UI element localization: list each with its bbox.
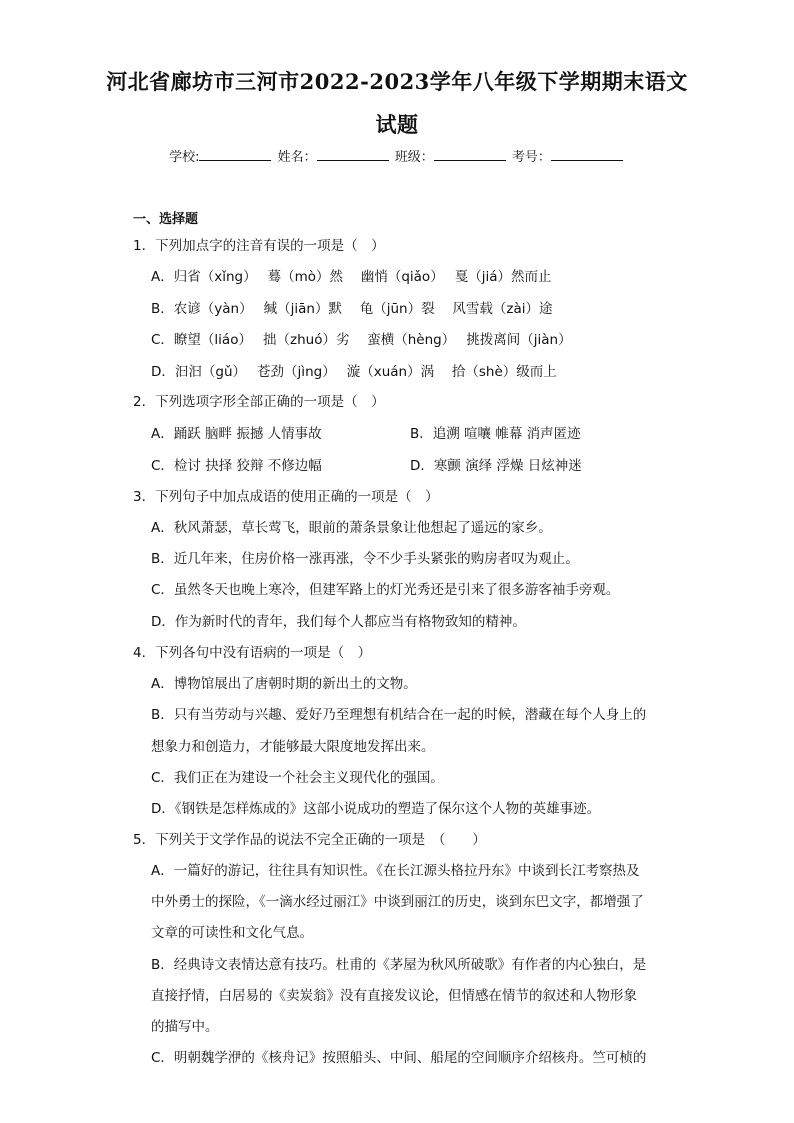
class-label: 班级： [394,150,434,165]
question-2-option-a: A．踊跃 脑畔 振撼 人情事故 [151,426,322,442]
question-1-option-a: A．归省（xǐng） 蓦（mò）然 幽悄（qiǎo） 戛（jiá）然而止 [151,269,552,285]
name-blank[interactable] [317,148,389,161]
school-label: 学校: [169,150,200,165]
question-4-option-c: C．我们正在为建设一个社会主义现代化的强国。 [151,770,444,786]
question-4-stem: 4．下列各句中没有语病的一项是（ ） [133,645,372,661]
question-4-option-a: A．博物馆展出了唐朝时期的新出土的文物。 [151,676,417,692]
number-label: 考号： [511,150,551,165]
name-label: 姓名： [277,150,317,165]
exam-title-line2: 试题 [375,112,419,137]
question-5-option-b-line1: B．经典诗文表情达意有技巧。杜甫的《茅屋为秋风所破歌》有作者的内心独白，是 [151,957,647,973]
question-1-option-d: D．汩汩（gǔ） 苍劲（jìng） 漩（xuán）涡 拾（shè）级而上 [151,364,557,380]
question-5-option-a-line1: A．一篇好的游记，往往具有知识性。《在长江源头格拉丹东》中谈到长江考察热及 [151,863,640,879]
question-4-option-b-line1: B．只有当劳动与兴趣、爱好乃至理想有机结合在一起的时候，潜藏在每个人身上的 [151,707,647,723]
question-2-option-d: D．寒颤 演绎 浮燥 日炫神迷 [410,458,582,474]
number-blank[interactable] [551,148,623,161]
question-3-option-c: C．虽然冬天也晚上寒冷，但建军路上的灯光秀还是引来了很多游客袖手旁观。 [151,582,620,598]
question-3-stem: 3．下列句子中加点成语的使用正确的一项是（ ） [133,489,439,505]
question-5-stem: 5．下列关于文学作品的说法不完全正确的一项是 （ ） [133,832,486,848]
question-3-option-a: A．秋风萧瑟，草长莺飞，眼前的萧条景象让他想起了遥远的家乡。 [151,520,552,536]
question-5-option-b-line3: 的描写中。 [151,1019,219,1035]
question-5-option-b-line2: 直接抒情，白居易的《卖炭翁》没有直接发议论，但情感在情节的叙述和人物形象 [151,988,637,1004]
section-heading: 一、选择题 [133,212,199,227]
question-5-option-c-line1: C．明朝魏学洢的《核舟记》按照船头、中间、船尾的空间顺序介绍核舟。竺可桢的 [151,1050,647,1066]
student-info-row [0,146,794,165]
question-4-option-d: D．《钢铁是怎样炼成的》这部小说成功的塑造了保尔这个人物的英雄事迹。 [151,801,601,817]
question-5-option-a-line2: 中外勇士的探险，《一滴水经过丽江》中谈到丽江的历史，谈到东巴文字，都增强了 [151,894,644,910]
question-2-stem: 2．下列选项字形全部正确的一项是（ ） [133,394,385,410]
question-3-option-b: B．近几年来，住房价格一涨再涨，令不少手头紧张的购房者叹为观止。 [151,551,579,567]
question-4-option-b-line2: 想象力和创造力，才能够最大限度地发挥出来。 [151,739,435,755]
question-2-option-b: B．追溯 喧嚷 帷幕 消声匿迹 [410,426,581,442]
question-2-option-c: C．检讨 抉择 狡辩 不修边幅 [151,458,322,474]
exam-title-line1: 河北省廊坊市三河市2022-2023学年八年级下学期期末语文 [106,69,688,94]
question-5-option-a-line3: 文章的可读性和文化气息。 [151,925,313,941]
school-blank[interactable] [199,148,271,161]
question-3-option-d: D．作为新时代的青年，我们每个人都应当有格物致知的精神。 [151,614,526,630]
question-1-option-b: B．农谚（yàn） 缄（jiān）默 龟（jūn）裂 风雪载（zài）途 [151,301,553,317]
question-1-option-c: C．瞭望（liáo） 拙（zhuó）劣 蛮横（hèng） 挑拨离间（jiàn） [151,332,572,348]
class-blank[interactable] [434,148,506,161]
question-1-stem: 1．下列加点字的注音有误的一项是（ ） [133,238,385,254]
